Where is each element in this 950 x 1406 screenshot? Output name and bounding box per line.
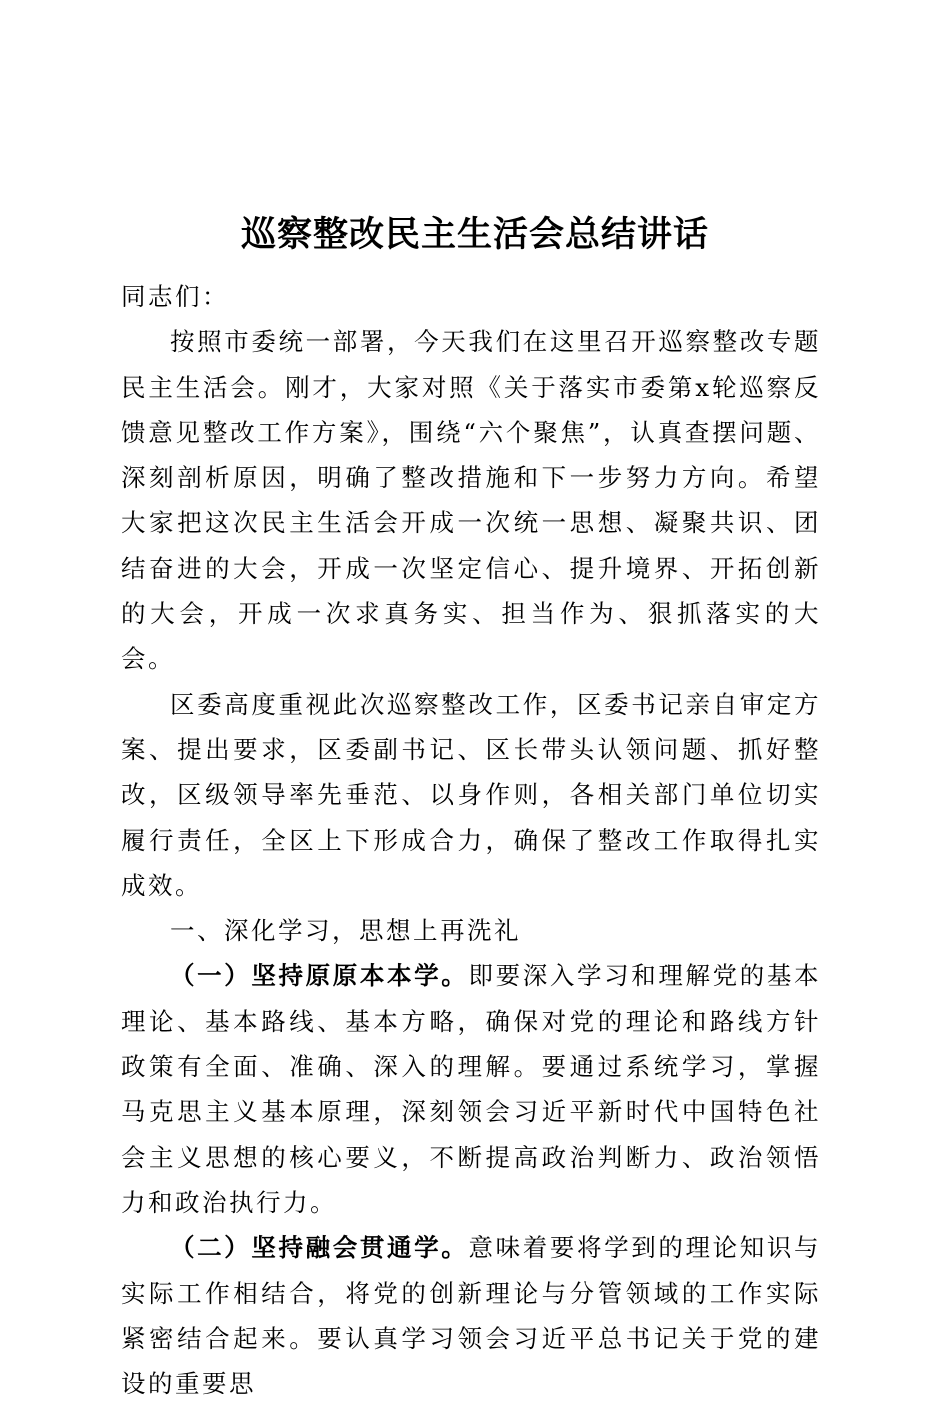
document-title: 巡察整改民主生活会总结讲话	[240, 214, 709, 255]
document-body	[121, 274, 821, 1406]
subsection-2-text: 意味着要将学到的理论知识与实际工作相结合，将党的创新理论与分管领域的工作实际紧密结合起来。要认真学习领会习近平总书记关于党的建设的重要思	[121, 1233, 822, 1399]
paragraph-intro: 按照市委统一部署，今天我们在这里召开巡察整改专题民主生活会。刚才，大家对照《关于落实市委第x轮巡察反馈意见整改工作方案》，围绕“六个聚焦”，认真查摆问题、深刻剖析原因，明确了整改措施和下一步努力方向。希望大家把这次民主生活会开成一次统一思想、凝聚共识、团结奋进的大会，开成一次坚定信心、提升境界、开拓创新的大会，开成一次求真务实、担当作为、狠抓落实的大会。	[121, 327, 821, 674]
subsection-1-text: 即要深入学习和理解党的基本理论、基本路线、基本方略，确保对党的理论和路线方针政策有全面、准确、深入的理解。要通过系统学习，掌握马克思主义基本原理，深刻领会习近平新时代中国特色社会主义思想的核心要义，不断提高政治判断力、政治领悟力和政治执行力。	[121, 961, 822, 1217]
subsection-2-lead: （二）坚持融会贯通学。	[170, 1233, 469, 1263]
paragraph-summary: 区委高度重视此次巡察整改工作，区委书记亲自审定方案、提出要求，区委副书记、区长带头认领问题、抓好整改，区级领导率先垂范、以身作则，各相关部门单位切实履行责任，全区上下形成合力，确保了整改工作取得扎实成效。	[121, 689, 821, 900]
section-heading: 一、深化学习，思想上再洗礼	[170, 916, 521, 946]
subsection-1	[121, 953, 821, 1225]
subsection-1-lead: （一）坚持原原本本学。	[170, 961, 469, 991]
subsection-2	[121, 1225, 821, 1406]
salutation: 同志们：	[121, 282, 229, 311]
